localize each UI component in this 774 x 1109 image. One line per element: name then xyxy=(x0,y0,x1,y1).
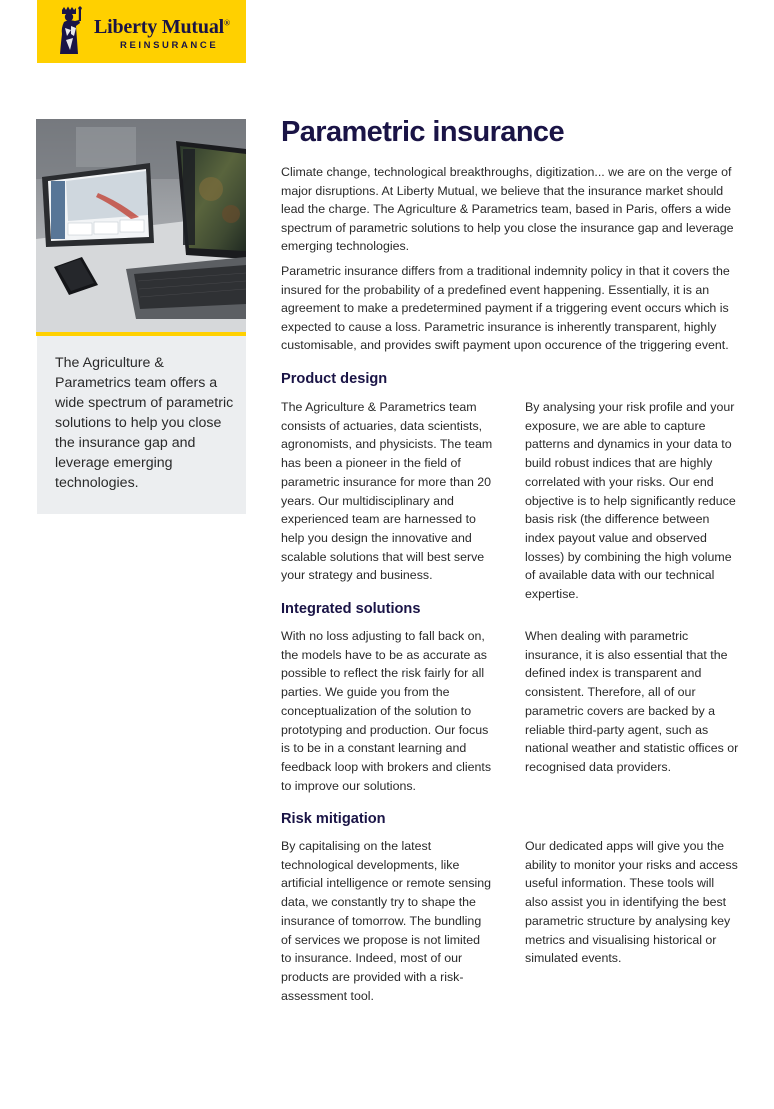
sidebar-callout xyxy=(37,336,246,514)
statue-of-liberty-icon xyxy=(56,6,86,56)
logo-wordmark: Liberty Mutual® xyxy=(94,16,230,38)
liberty-mutual-logo xyxy=(37,0,246,63)
logo-subtitle: REINSURANCE xyxy=(120,40,219,51)
intro-paragraph: Climate change, technological breakthroughs, digitization... we are on the verge of major disruptions. At Liberty Mutual, we believe that the insurance market should lead the charge. The Agriculture & Parametrics team, based in Paris, offers a wide spectrum of parametric solutions to help you close the insurance gap and leverage emerging technologies. xyxy=(281,165,734,254)
product-design-left-text: The Agriculture & Parametrics team consists of actuaries, data scientists, agronomists, and physicists. The team has been a pioneer in the field of parametric insurance for more than 20 years. Our multidisciplinary and experienced team are harnessed to help you design the innovative and scalable solutions that will best serve your strategy and business. xyxy=(281,400,493,583)
integrated-solutions-right-text: When dealing with parametric insurance, it is also essential that the defined index is transparent and consistent. Therefore, all of our parametric covers are backed by a reliable third-party agent, such as national weather and statistic offices or recognised data providers. xyxy=(525,629,739,774)
hero-photo xyxy=(36,119,246,332)
section-heading-risk-mitigation: Risk mitigation xyxy=(281,811,386,827)
section-heading-integrated-solutions: Integrated solutions xyxy=(281,601,421,617)
risk-mitigation-right-text: Our dedicated apps will give you the ability to monitor your risks and access useful information. These tools will also assist you in identifying the best parametric structure by analysing key metrics and visualising historical or simulated events. xyxy=(525,839,738,966)
product-design-right-text: By analysing your risk profile and your exposure, we are able to capture patterns and dynamics in your data to build robust indices that are highly correlated with your risks. Our end objective is to help significantly reduce basis risk (the difference between index payout value and observed losses) by combining the high volume of available data with our technical expertise. xyxy=(525,400,736,602)
page-title: Parametric insurance xyxy=(281,116,564,148)
sidebar-quote: The Agriculture & Parametrics team offers a wide spectrum of parametric solutions to help you close the insurance gap and leverage emerging technologies. xyxy=(55,355,234,491)
risk-mitigation-left-text: By capitalising on the latest technological developments, like artificial intelligence or remote sensing data, we constantly try to shape the insurance of tomorrow. The bundling of services we propose is not limited to insurance. Indeed, most of our products are provided with a risk-assessment tool. xyxy=(281,839,492,1003)
integrated-solutions-left-text: With no loss adjusting to fall back on, the models have to be as accurate as possible to reflect the risk fairly for all parties. We guide you from the conceptualization of the solution to prototyping and production. Our focus is to be in a constant learning and feedback loop with brokers and clients to improve our solutions. xyxy=(281,629,492,793)
laptop-tablet-illustration xyxy=(36,119,246,332)
section-heading-product-design: Product design xyxy=(281,371,388,387)
intro-paragraph: Parametric insurance differs from a traditional indemnity policy in that it covers the insured for the probability of a predefined event happening. Essentially, it is an agreement to make a predetermined payment if a triggering event occurs which is expected to cause a loss. Parametric insurance is inherently transparent, highly customisable, and provides swift payment upon occurence of the triggering event. xyxy=(281,264,730,353)
